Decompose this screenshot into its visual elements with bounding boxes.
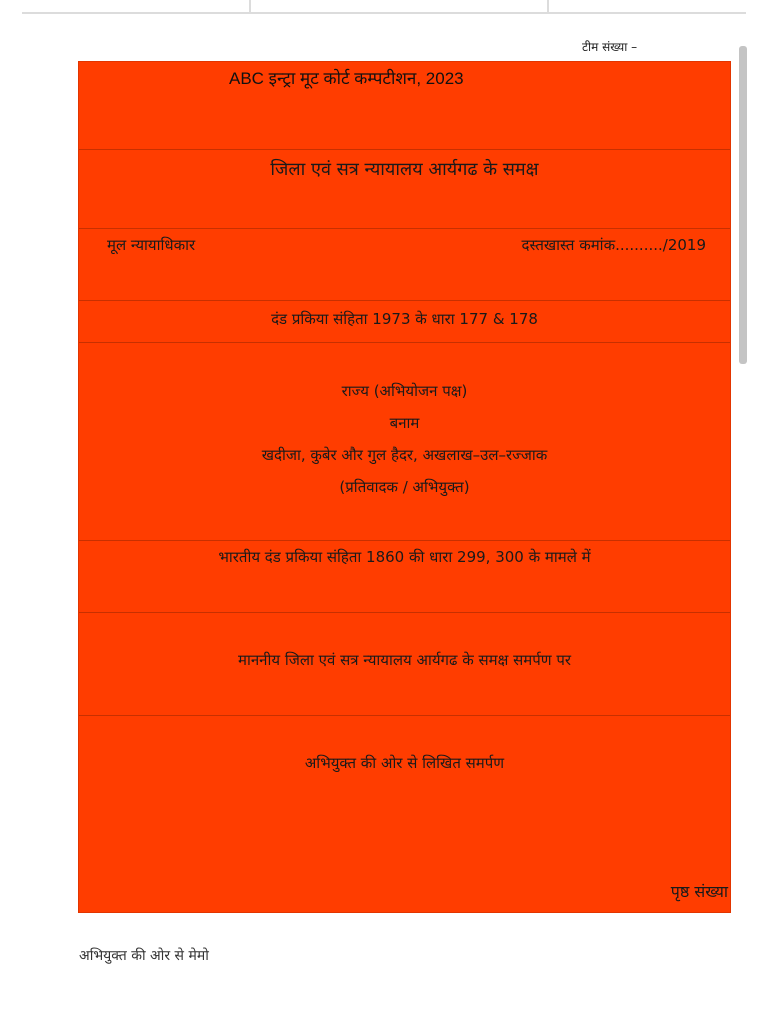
court-title: जिला एवं सत्र न्यायालय आर्यगढ के समक्ष [270,159,539,180]
respondent-role: (प्रतिवादक / अभियुक्त) [339,478,470,496]
written-submission-text: अभियुक्त की ओर से लिखित समर्पण [304,754,505,772]
versus-label: बनाम [389,414,420,432]
jurisdiction-label: मूल न्यायाधिकार [107,236,196,254]
written-submission-row [79,716,730,912]
submission-before-text: माननीय जिला एवं सत्र न्यायालय आर्यगढ के समक्ष समर्पण पर [237,651,572,669]
petition-number: दस्तखास्त कमांक........../2019 [521,236,706,254]
competition-title: ABC इन्ट्रा मूट कोर्ट कम्पटीशन, 2023 [229,69,464,88]
court-title-row [79,150,730,229]
header-divider [249,0,251,12]
page-number-label: पृष्ठ संख्या [670,882,728,901]
header-divider [547,0,549,12]
vertical-scrollbar[interactable] [739,46,747,364]
submission-before-row [79,613,730,716]
code-sections: दंड प्रकिया संहिता 1973 के धारा 177 & 178 [271,310,538,328]
prosecution-party: राज्य (अभियोजन पक्ष) [341,382,468,400]
parties-row [79,343,730,541]
team-number-label: टीम संख्या – [582,40,638,54]
competition-title-row [79,62,730,150]
matter-text: भारतीय दंड प्रकिया संहिता 1860 की धारा 299, 300 के मामले में [218,548,591,566]
header-table-lines [22,0,746,14]
memo-label: अभियुक्त की ओर से मेमो [79,948,209,964]
jurisdiction-row [79,229,730,301]
cover-page [78,61,731,913]
code-sections-row [79,301,730,343]
matter-row [79,541,730,613]
respondents-names: खदीजा, कुबेर और गुल हैदर, अखलाख–उल–रज्जाक [261,446,548,464]
